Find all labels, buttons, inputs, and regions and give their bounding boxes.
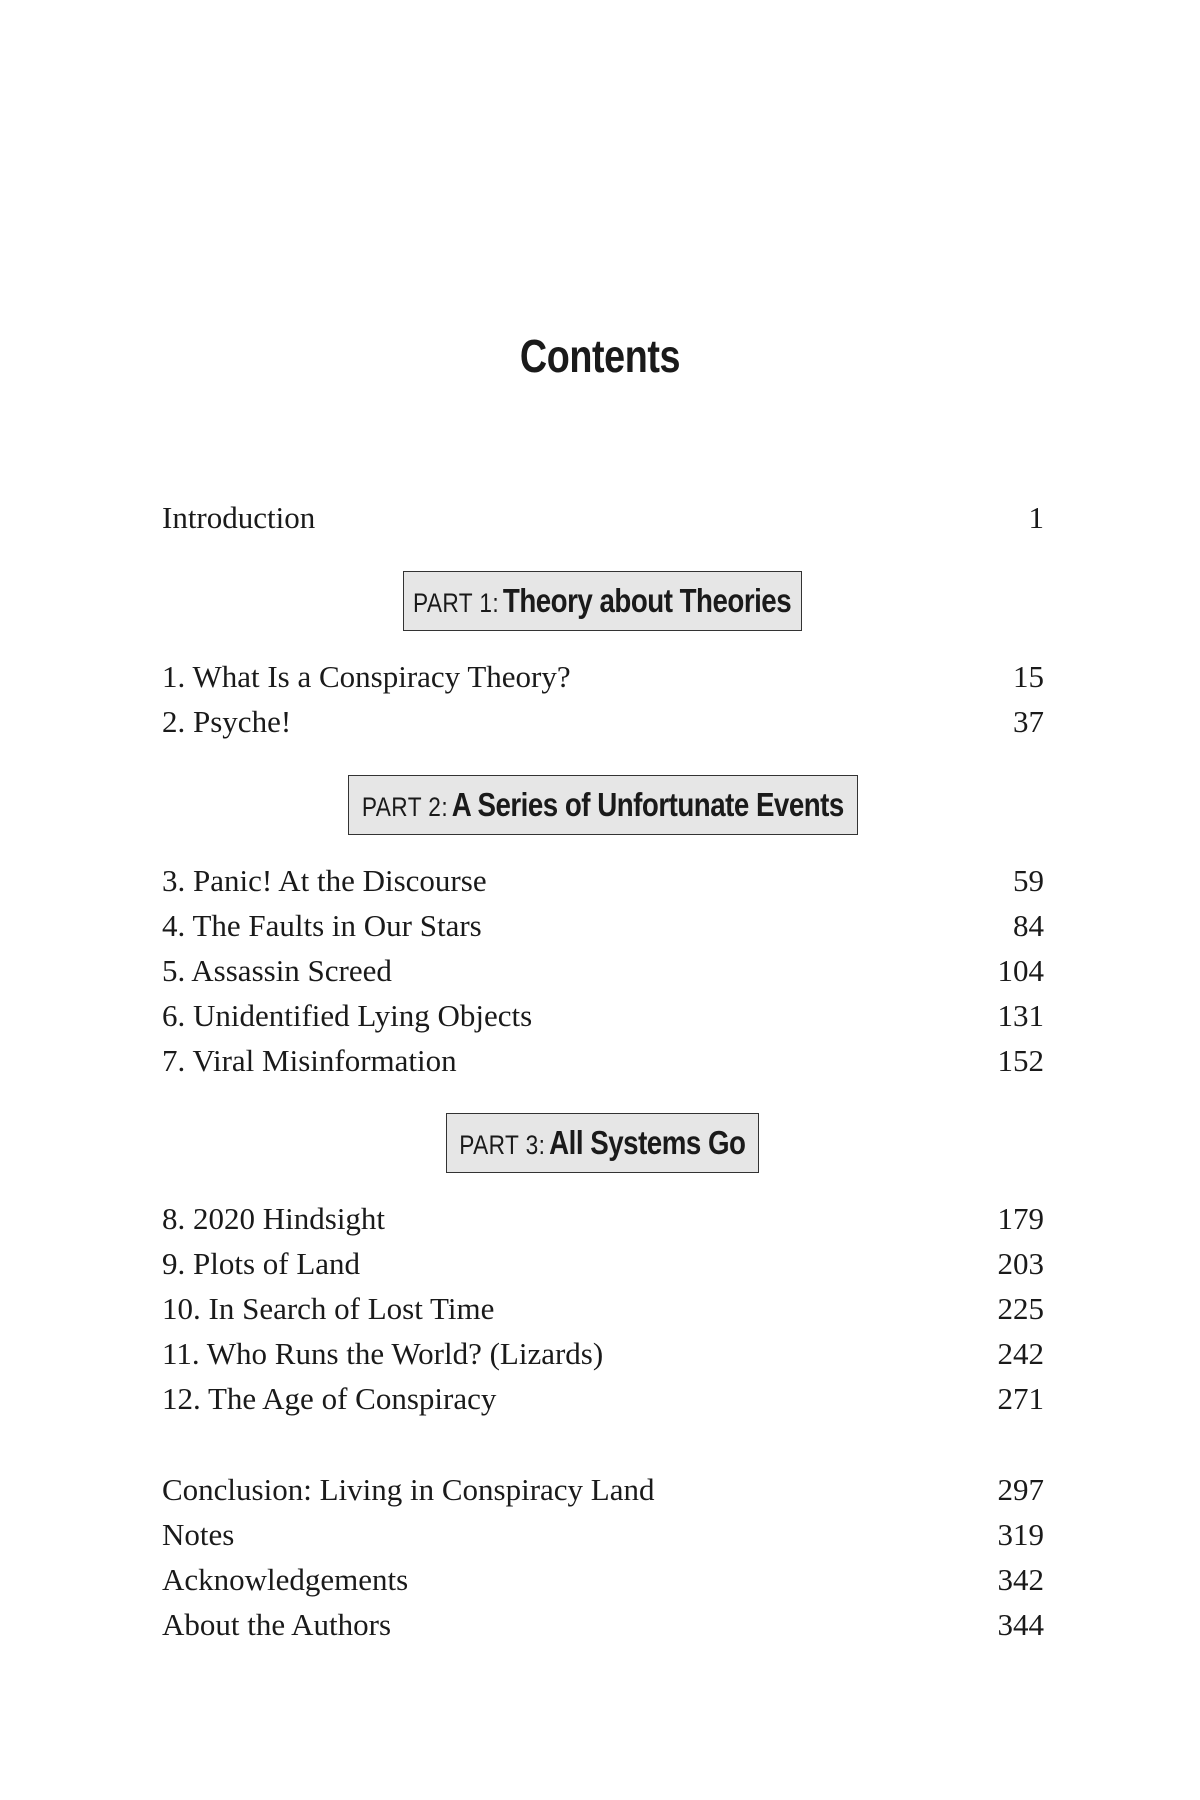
- toc-entry-chapter-2: [162, 700, 1044, 744]
- toc-entry-page: 37: [1013, 704, 1044, 739]
- toc-entry-page: 131: [997, 998, 1044, 1033]
- toc-entry-chapter-3: [162, 859, 1044, 903]
- part-label: PART 3:: [459, 1130, 546, 1160]
- toc-entry-label: 2. Psyche!: [162, 704, 292, 739]
- toc-entry-label: Notes: [162, 1517, 235, 1552]
- toc-entry-page: 344: [997, 1607, 1044, 1642]
- toc-entry-page: 1: [1028, 500, 1044, 535]
- toc-entry-page: 152: [997, 1043, 1044, 1078]
- part-title: All Systems Go: [549, 1124, 746, 1161]
- toc-entry-page: 225: [997, 1291, 1044, 1326]
- toc-entry-page: 342: [997, 1562, 1044, 1597]
- part-2-heading: [348, 775, 858, 835]
- toc-entry-label: About the Authors: [162, 1607, 392, 1642]
- toc-entry-page: 203: [997, 1246, 1044, 1281]
- toc-entry-chapter-12: [162, 1377, 1044, 1421]
- toc-entry-label: 5. Assassin Screed: [162, 953, 392, 988]
- toc-entry-label: Introduction: [162, 500, 316, 535]
- part-label: PART 1:: [413, 588, 500, 618]
- part-label: PART 2:: [362, 792, 449, 822]
- toc-entry-chapter-10: [162, 1287, 1044, 1331]
- toc-entry-chapter-7: [162, 1039, 1044, 1083]
- page-title: Contents: [519, 330, 681, 382]
- toc-entry-label: 11. Who Runs the World? (Lizards): [162, 1336, 604, 1371]
- toc-entry-page: 104: [997, 953, 1044, 988]
- toc-entry-label: 12. The Age of Conspiracy: [162, 1381, 497, 1416]
- toc-entry-chapter-8: [162, 1197, 1044, 1241]
- toc-entry-label: 10. In Search of Lost Time: [162, 1291, 495, 1326]
- toc-entry-label: 1. What Is a Conspiracy Theory?: [162, 659, 571, 694]
- toc-entry-page: 15: [1013, 659, 1044, 694]
- toc-entry-chapter-4: [162, 904, 1044, 948]
- toc-entry-label: 6. Unidentified Lying Objects: [162, 998, 533, 1033]
- toc-entry-page: 179: [997, 1201, 1044, 1236]
- toc-entry-label: 7. Viral Misinformation: [162, 1043, 457, 1078]
- toc-entry-label: Conclusion: Living in Conspiracy Land: [162, 1472, 655, 1507]
- toc-entry-label: 3. Panic! At the Discourse: [162, 863, 487, 898]
- toc-entry-chapter-9: [162, 1242, 1044, 1286]
- toc-entry-about-the-authors: [162, 1603, 1044, 1647]
- part-3-heading: [446, 1113, 759, 1173]
- toc-entry-notes: [162, 1513, 1044, 1557]
- part-title: A Series of Unfortunate Events: [451, 786, 844, 823]
- toc-entry-page: 319: [997, 1517, 1044, 1552]
- toc-entry-page: 242: [997, 1336, 1044, 1371]
- part-title: Theory about Theories: [503, 582, 792, 619]
- toc-entry-chapter-11: [162, 1332, 1044, 1376]
- toc-entry-chapter-1: [162, 655, 1044, 699]
- toc-entry-page: 84: [1013, 908, 1044, 943]
- toc-entry-label: 9. Plots of Land: [162, 1246, 361, 1281]
- toc-entry-acknowledgements: [162, 1558, 1044, 1602]
- toc-entry-label: 4. The Faults in Our Stars: [162, 908, 482, 943]
- toc-entry-chapter-5: [162, 949, 1044, 993]
- toc-entry-introduction: [162, 496, 1044, 540]
- toc-entry-chapter-6: [162, 994, 1044, 1038]
- part-1-heading: [403, 571, 802, 631]
- toc-entry-label: 8. 2020 Hindsight: [162, 1201, 386, 1236]
- toc-entry-page: 59: [1013, 863, 1044, 898]
- toc-entry-label: Acknowledgements: [162, 1562, 409, 1597]
- toc-entry-page: 271: [997, 1381, 1044, 1416]
- toc-entry-page: 297: [997, 1472, 1044, 1507]
- toc-entry-conclusion: [162, 1468, 1044, 1512]
